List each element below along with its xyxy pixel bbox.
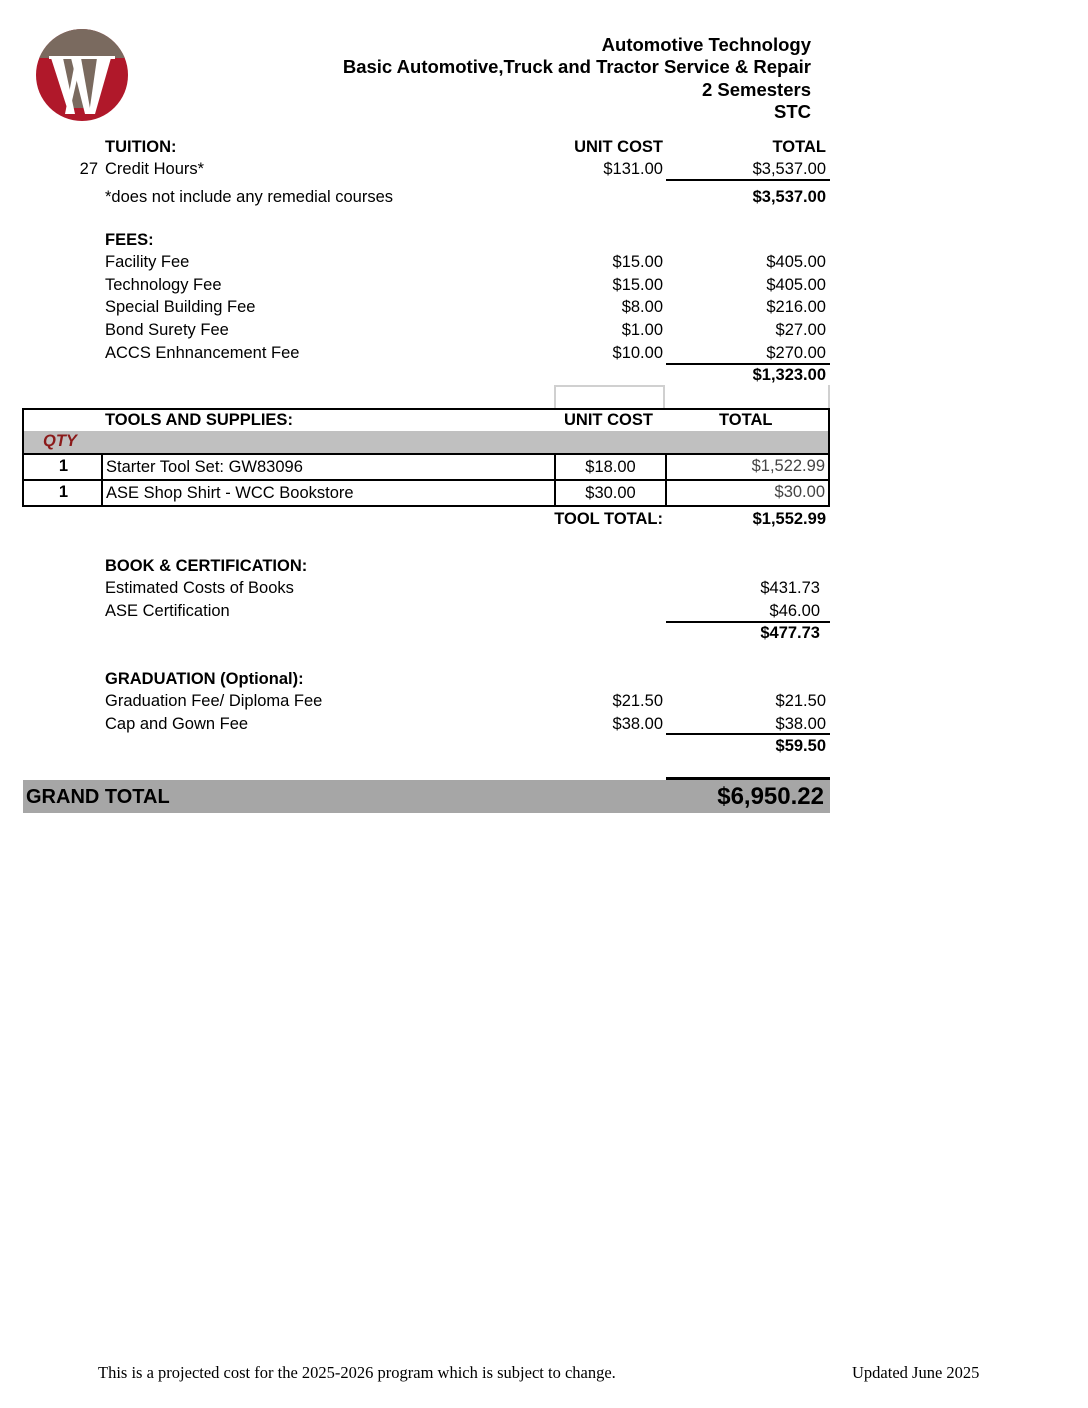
fee-label: Bond Surety Fee [105,321,229,340]
total-header: TOTAL [772,138,826,156]
tool-label: ASE Shop Shirt - WCC Bookstore [101,479,556,507]
graduation-unit-cost: $21.50 [612,692,663,710]
fee-unit-cost: $10.00 [612,343,663,362]
fee-unit-cost: $1.00 [621,321,663,340]
graduation-total: $21.50 [775,692,826,710]
credit-hours-unit-cost: $131.00 [603,160,663,178]
qty-header: QTY [43,432,77,450]
books-subtotal: $477.73 [760,624,820,642]
college-logo-icon [35,28,129,122]
tool-row [22,479,830,507]
tool-qty: 1 [22,479,103,507]
qty-header-row [22,431,830,455]
tuition-heading: TUITION: [105,138,177,156]
empty-cell [554,385,665,408]
tuition-note: *does not include any remedial courses [105,188,394,206]
tool-row [22,453,830,481]
credit-hours-qty: 27 [79,160,98,178]
tools-header-row [22,408,830,433]
book-total: $46.00 [769,602,820,620]
fee-label: ACCS Enhnancement Fee [105,343,300,362]
fee-total: $405.00 [766,275,826,294]
fee-label: Special Building Fee [105,298,256,317]
fee-total: $270.00 [766,343,826,362]
tools-total-header: TOTAL [719,411,773,429]
tuition-underline [666,179,830,181]
credit-hours-label: Credit Hours* [105,160,205,178]
tool-total: $30.00 [665,479,830,507]
credit-hours-total: $3,537.00 [752,160,826,178]
fee-label: Facility Fee [105,253,190,271]
grand-total-label: GRAND TOTAL [26,786,170,808]
books-heading: BOOK & CERTIFICATION: [105,557,308,575]
fee-unit-cost: $15.00 [612,253,663,271]
fees-subtotal: $1,323.00 [752,366,826,384]
graduation-label: Graduation Fee/ Diploma Fee [105,692,323,710]
graduation-unit-cost: $38.00 [612,715,663,733]
book-label: Estimated Costs of Books [105,579,294,597]
graduation-subtotal: $59.50 [775,737,826,755]
graduation-total: $38.00 [775,715,826,733]
tool-label: Starter Tool Set: GW83096 [101,453,556,481]
fee-total: $216.00 [766,298,826,317]
program-name: Automotive Technology [601,34,811,55]
fee-unit-cost: $8.00 [621,298,663,317]
tool-unit-cost: $18.00 [554,453,667,481]
fee-unit-cost: $15.00 [612,275,663,294]
tool-total-value: $1,552.99 [752,510,826,528]
fee-total: $405.00 [766,253,826,271]
tool-total: $1,522.99 [665,453,830,481]
fee-total: $27.00 [775,321,826,340]
book-label: ASE Certification [105,602,230,620]
book-total: $431.73 [760,579,820,597]
footer-disclaimer: This is a projected cost for the 2025-2026 program which is subject to change. [98,1363,616,1382]
empty-cell-edge [828,385,830,408]
tool-unit-cost: $30.00 [554,479,667,507]
document-header [343,34,811,123]
graduation-heading: GRADUATION (Optional): [105,670,304,688]
graduation-label: Cap and Gown Fee [105,715,249,733]
fee-label: Technology Fee [105,275,222,294]
tool-total-label: TOOL TOTAL: [554,510,663,528]
program-duration: 2 Semesters [701,78,811,100]
program-title: Basic Automotive,Truck and Tractor Service & Repair [342,56,811,78]
tuition-subtotal: $3,537.00 [752,188,826,206]
tools-heading: TOOLS AND SUPPLIES: [105,411,293,429]
footer-updated: Updated June 2025 [852,1363,980,1382]
unit-cost-header: UNIT COST [574,138,663,156]
grand-total-band [23,780,830,813]
tool-qty: 1 [22,453,103,481]
tools-unit-cost-header: UNIT COST [564,411,653,429]
program-credential: STC [774,100,811,122]
grand-total-value: $6,950.22 [717,783,824,810]
graduation-underline [666,733,830,735]
fees-heading: FEES: [105,231,154,249]
